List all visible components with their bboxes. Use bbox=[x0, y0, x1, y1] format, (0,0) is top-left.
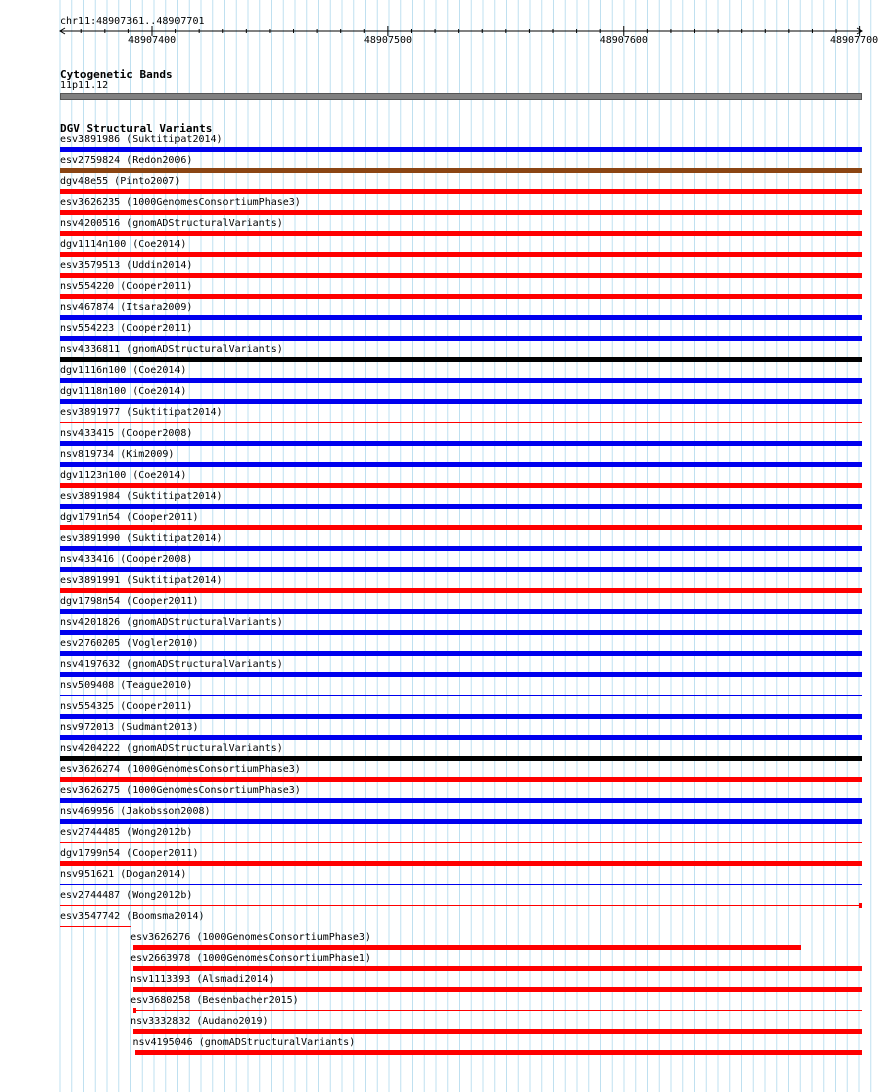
ruler-tick-label: 48907500 bbox=[363, 35, 413, 46]
variant-bar[interactable] bbox=[60, 630, 862, 635]
variant-label[interactable]: esv2663978 (1000GenomesConsortiumPhase1) bbox=[130, 953, 371, 964]
variant-label[interactable]: dgv1791n54 (Cooper2011) bbox=[60, 512, 199, 523]
variant-bar[interactable] bbox=[60, 422, 862, 423]
variant-bar[interactable] bbox=[60, 777, 862, 782]
variant-label[interactable]: nsv554325 (Cooper2011) bbox=[60, 701, 193, 712]
variant-label[interactable]: nsv1113393 (Alsmadi2014) bbox=[130, 974, 275, 985]
variant-bar[interactable] bbox=[135, 1050, 862, 1055]
variant-bar[interactable] bbox=[60, 588, 862, 593]
variant-label[interactable]: nsv433415 (Cooper2008) bbox=[60, 428, 193, 439]
variant-bar[interactable] bbox=[60, 147, 862, 152]
variant-label[interactable]: nsv554220 (Cooper2011) bbox=[60, 281, 193, 292]
cytoband-label: 11p11.12 bbox=[60, 80, 109, 91]
variant-label[interactable]: esv3680258 (Besenbacher2015) bbox=[130, 995, 299, 1006]
variant-bar[interactable] bbox=[133, 1029, 862, 1034]
variant-bar-startcap bbox=[133, 1008, 136, 1013]
variant-bar[interactable] bbox=[60, 210, 862, 215]
variant-label[interactable]: dgv1799n54 (Cooper2011) bbox=[60, 848, 199, 859]
variant-bar[interactable] bbox=[60, 651, 862, 656]
variant-bar[interactable] bbox=[60, 441, 862, 446]
ruler-tick-label: 48907600 bbox=[599, 35, 648, 46]
variant-label[interactable]: esv3626235 (1000GenomesConsortiumPhase3) bbox=[60, 197, 301, 208]
variant-bar[interactable] bbox=[60, 399, 862, 404]
region-label: chr11:48907361..48907701 bbox=[60, 16, 205, 27]
variant-bar[interactable] bbox=[60, 378, 862, 383]
variant-bar[interactable] bbox=[133, 987, 862, 992]
variant-label[interactable]: nsv509408 (Teague2010) bbox=[60, 680, 193, 691]
variant-bar[interactable] bbox=[60, 861, 862, 866]
variant-label[interactable]: esv2744485 (Wong2012b) bbox=[60, 827, 193, 838]
cytoband-track-title: Cytogenetic Bands bbox=[60, 68, 173, 81]
variant-label[interactable]: dgv1114n100 (Coe2014) bbox=[60, 239, 187, 250]
variant-label[interactable]: esv3579513 (Uddin2014) bbox=[60, 260, 193, 271]
variant-bar[interactable] bbox=[60, 525, 862, 530]
variant-label[interactable]: nsv4201826 (gnomADStructuralVariants) bbox=[60, 617, 283, 628]
variant-label[interactable]: esv3547742 (Boomsma2014) bbox=[60, 911, 205, 922]
variant-bar[interactable] bbox=[60, 884, 862, 885]
variant-bar[interactable] bbox=[60, 504, 862, 509]
variant-bar[interactable] bbox=[60, 756, 862, 761]
variant-label[interactable]: nsv972013 (Sudmant2013) bbox=[60, 722, 199, 733]
variant-label[interactable]: nsv951621 (Dogan2014) bbox=[60, 869, 187, 880]
variant-bar[interactable] bbox=[60, 926, 131, 927]
variant-label[interactable]: esv3891977 (Suktitipat2014) bbox=[60, 407, 223, 418]
variant-bar[interactable] bbox=[60, 819, 862, 824]
variant-bar[interactable] bbox=[60, 294, 862, 299]
variant-label[interactable]: esv3626276 (1000GenomesConsortiumPhase3) bbox=[130, 932, 371, 943]
variant-label[interactable]: dgv1798n54 (Cooper2011) bbox=[60, 596, 199, 607]
variant-label[interactable]: nsv469956 (Jakobsson2008) bbox=[60, 806, 211, 817]
variant-label[interactable]: nsv4204222 (gnomADStructuralVariants) bbox=[60, 743, 283, 754]
variant-label[interactable]: esv3891991 (Suktitipat2014) bbox=[60, 575, 223, 586]
variant-bar[interactable] bbox=[60, 315, 862, 320]
variant-label[interactable]: nsv3332832 (Audano2019) bbox=[130, 1016, 269, 1027]
variant-label[interactable]: esv3891986 (Suktitipat2014) bbox=[60, 134, 223, 145]
variant-label[interactable]: nsv819734 (Kim2009) bbox=[60, 449, 175, 460]
ruler-tick-label: 48907400 bbox=[127, 35, 177, 46]
variant-bar[interactable] bbox=[60, 695, 862, 696]
variant-bar[interactable] bbox=[60, 462, 862, 467]
variant-bar[interactable] bbox=[60, 567, 862, 572]
variant-bar[interactable] bbox=[60, 842, 862, 843]
variant-bar[interactable] bbox=[60, 189, 862, 194]
variant-bar[interactable] bbox=[133, 945, 801, 950]
variant-bar[interactable] bbox=[60, 252, 862, 257]
variant-bar[interactable] bbox=[60, 714, 862, 719]
variant-bar[interactable] bbox=[60, 336, 862, 341]
variant-bar[interactable] bbox=[60, 905, 862, 906]
cytoband-bar[interactable] bbox=[60, 93, 862, 100]
dgv-track-title: DGV Structural Variants bbox=[60, 122, 213, 135]
variant-label[interactable]: dgv1118n100 (Coe2014) bbox=[60, 386, 187, 397]
variant-label[interactable]: nsv554223 (Cooper2011) bbox=[60, 323, 193, 334]
variant-label[interactable]: esv2760205 (Vogler2010) bbox=[60, 638, 199, 649]
variant-label[interactable]: esv3626275 (1000GenomesConsortiumPhase3) bbox=[60, 785, 301, 796]
variant-label[interactable]: esv3891984 (Suktitipat2014) bbox=[60, 491, 223, 502]
variant-label[interactable]: dgv1123n100 (Coe2014) bbox=[60, 470, 187, 481]
variant-label[interactable]: dgv1116n100 (Coe2014) bbox=[60, 365, 187, 376]
variant-bar[interactable] bbox=[133, 1010, 862, 1011]
variant-label[interactable]: esv2744487 (Wong2012b) bbox=[60, 890, 193, 901]
variant-bar[interactable] bbox=[60, 609, 862, 614]
variant-label[interactable]: nsv467874 (Itsara2009) bbox=[60, 302, 193, 313]
variant-label[interactable]: esv3891990 (Suktitipat2014) bbox=[60, 533, 223, 544]
variant-label[interactable]: esv2759824 (Redon2006) bbox=[60, 155, 193, 166]
variant-bar-endcap bbox=[859, 903, 862, 908]
variant-label[interactable]: nsv433416 (Cooper2008) bbox=[60, 554, 193, 565]
variant-bar[interactable] bbox=[60, 357, 862, 362]
variant-bar[interactable] bbox=[60, 273, 862, 278]
variant-bar[interactable] bbox=[60, 168, 862, 173]
variant-bar[interactable] bbox=[60, 231, 862, 236]
variant-label[interactable]: nsv4336811 (gnomADStructuralVariants) bbox=[60, 344, 283, 355]
variant-bar[interactable] bbox=[60, 672, 862, 677]
variant-label[interactable]: dgv48e55 (Pinto2007) bbox=[60, 176, 181, 187]
variant-bar[interactable] bbox=[60, 546, 862, 551]
variant-label[interactable]: nsv4197632 (gnomADStructuralVariants) bbox=[60, 659, 283, 670]
variant-bar[interactable] bbox=[60, 798, 862, 803]
variant-label[interactable]: nsv4195046 (gnomADStructuralVariants) bbox=[132, 1037, 356, 1048]
ruler-tick-label: 48907700 bbox=[830, 35, 879, 46]
variant-label[interactable]: nsv4200516 (gnomADStructuralVariants) bbox=[60, 218, 283, 229]
variant-bar[interactable] bbox=[133, 966, 862, 971]
variant-bar[interactable] bbox=[60, 483, 862, 488]
variant-bar[interactable] bbox=[60, 735, 862, 740]
variant-label[interactable]: esv3626274 (1000GenomesConsortiumPhase3) bbox=[60, 764, 301, 775]
